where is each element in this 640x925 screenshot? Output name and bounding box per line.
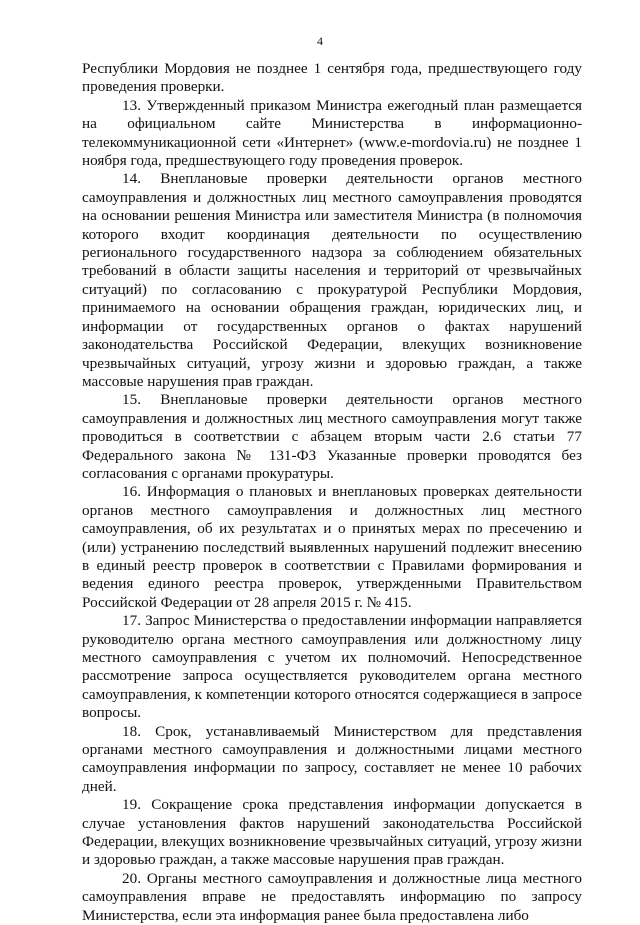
paragraph-17: 17. Запрос Министерства о предоставлении информации направляется руководителю органа местного самоуправления или должностному лицу местного самоуправления с учетом их полномочий. Непосредственное рассмотрение запроса осуществляется руководителем органа местного самоуправления, к компетенции которого относятся содержащиеся в запросе вопросы. xyxy=(82,612,582,722)
paragraph-14: 14. Внеплановые проверки деятельности органов местного самоуправления и должностных лиц местного самоуправления проводятся на основании решения Министра или заместителя Министра (в полномочия которого входит координация деятельности по осуществлению регионального государственного надзора за соблюдением обязательных требований в области защиты населения и территорий от чрезвычайных ситуаций) по согласованию с прокуратурой Республики Мордовия, принимаемого на основании обращения граждан, юридических лиц, и информации от государственных органов о фактах нарушений законодательства Российской Федерации, влекущих возникновение чрезвычайных ситуаций, угрозу жизни и здоровью граждан, а также массовые нарушения прав граждан. xyxy=(82,170,582,390)
paragraph-20: 20. Органы местного самоуправления и должностные лица местного самоуправления вправе не предоставлять информацию по запросу Министерства, если эта информация ранее была предоставлена либо xyxy=(82,869,582,924)
paragraph-19: 19. Сокращение срока представления информации допускается в случае установления фактов нарушений законодательства Российской Федерации, влекущих возникновение чрезвычайных ситуаций, угрозу жизни и здоровью граждан, а также массовые нарушения прав граждан. xyxy=(82,796,582,869)
paragraph-continuation: Республики Мордовия не позднее 1 сентября года, предшествующего году проведения проверки. xyxy=(82,60,582,96)
paragraph-18: 18. Срок, устанавливаемый Министерством для представления органами местного самоуправления и должностными лицами местного самоуправления информации по запросу, составляет не менее 10 рабочих дней. xyxy=(82,722,582,795)
paragraph-16: 16. Информация о плановых и внеплановых проверках деятельности органов местного самоуправления и должностных лиц местного самоуправления, об их результатах и о принятых мерах по пресечению и (или) устранению последствий выявленных нарушений подлежит внесению в единый реестр проверок в соответствии с Правилами формирования и ведения единого реестра проверок, утвержденными Правительством Российской Федерации от 28 апреля 2015 г. № 415. xyxy=(82,483,582,611)
paragraph-15: 15. Внеплановые проверки деятельности органов местного самоуправления и должностных лиц местного самоуправления могут также проводиться в соответствии с абзацем вторым части 2.6 статьи 77 Федерального закона № 131-ФЗ Указанные проверки проводятся без согласования с органами прокуратуры. xyxy=(82,391,582,482)
page-number: 4 xyxy=(317,34,323,48)
paragraph-13: 13. Утвержденный приказом Министра ежегодный план размещается на официальном сайте Министерства в информационно-телекоммуникационной сети «Интернет» (www.e-mordovia.ru) не позднее 1 ноября года, предшествующего году проведения проверок. xyxy=(82,96,582,170)
document-body xyxy=(82,60,582,925)
